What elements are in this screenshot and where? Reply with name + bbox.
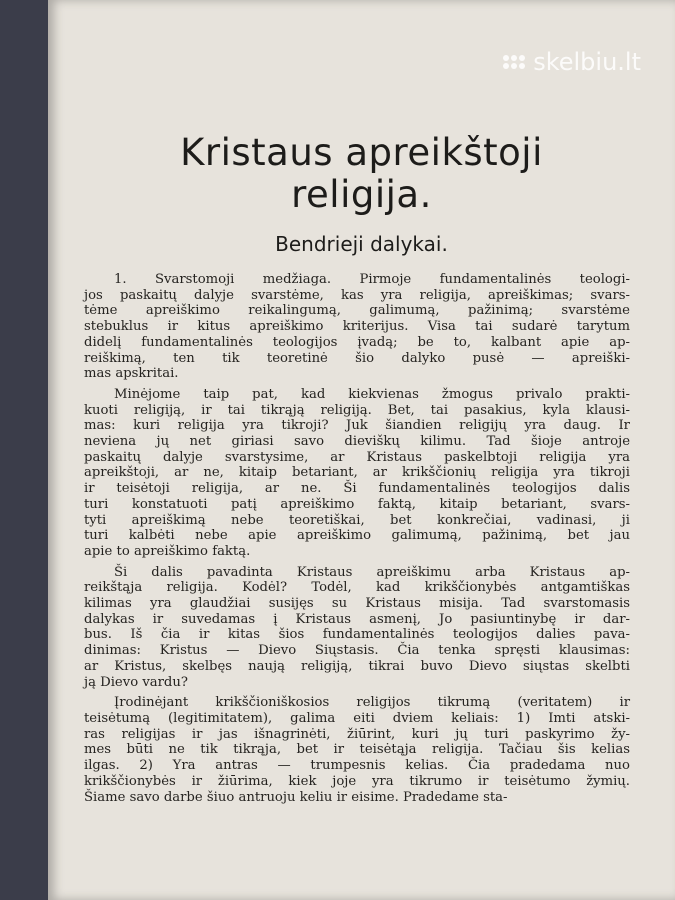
text-line: mes būti ne tik tikrąja, bet ir teisėtąja religija. Tačiau šis kelias: [84, 742, 630, 758]
text-line: paskaitų dalyje svarstysime, ar Kristaus paskelbtoji religija yra: [84, 449, 630, 465]
text-line: neviena jų net giriasi savo dieviškų kilimu. Tad šioje antroje: [84, 434, 630, 450]
text-line: kuoti religiją, ir tai tikrąją religiją. Bet, tai pasakius, kyla klausi-: [84, 402, 630, 418]
text-line: bus. Iš čia ir kitas šios fundamentalinės teologijos dalies pava-: [84, 627, 630, 643]
body-text: [84, 272, 630, 805]
text-line: apreikštoji, ar ne, kitaip betariant, ar krikščionių religija yra tikroji: [84, 465, 630, 481]
paragraph: [84, 387, 630, 560]
text-line: Ši dalis pavadinta Kristaus apreiškimu arba Kristaus ap-: [114, 564, 630, 580]
text-line: ras religijas ir jas išnagrinėti, žiūrint, kuri jų turi paskyrimo žy-: [84, 726, 630, 742]
text-line: tėme apreiškimo reikalingumą, galimumą, pažinimą; svarstėme: [84, 303, 630, 319]
paragraph: [84, 695, 630, 805]
text-line: mas apskritai.: [84, 366, 179, 382]
watermark: [503, 48, 641, 76]
text-line: Įrodinėjant krikščioniškosios religijos tikrumą (veritatem) ir: [114, 695, 630, 711]
text-line: reiškimą, ten tik teoretinė šio dalyko pusė — apreiški-: [84, 350, 630, 366]
text-line: Šiame savo darbe šiuo antruoju keliu ir eisime. Pradedame sta-: [84, 789, 508, 805]
text-line: jos paskaitų dalyje svarstėme, kas yra religija, apreiškimas; svars-: [84, 287, 630, 303]
chapter-title-line-1: Kristaus apreikštoji: [180, 131, 543, 174]
text-line: didelį fundamentalinės teologijos įvadą; be to, kalbant apie ap-: [84, 334, 630, 350]
text-line: 1. Svarstomoji medžiaga. Pirmoje fundamentalinės teologi-: [114, 272, 630, 287]
dots-logo-icon: [503, 55, 525, 69]
text-line: ir teisėtoji religija, ar ne. Ši fundamentalinės teologijos dalis: [84, 481, 630, 497]
paragraph: [84, 565, 630, 691]
text-line: kilimas yra glaudžiai susijęs su Kristaus misija. Tad svarstomasis: [84, 596, 630, 612]
text-line: stebuklus ir kitus apreiškimo kriterijus. Visa tai sudarė tarytum: [84, 319, 630, 335]
text-line: mas: kuri religija yra tikroji? Juk šiandien religijų yra daug. Ir: [84, 418, 630, 434]
text-line: ilgas. 2) Yra antras — trumpesnis kelias. Čia pradedama nuo: [84, 758, 630, 774]
chapter-title-line-2: religija.: [291, 173, 432, 216]
text-line: reikštąja religija. Kodėl? Todėl, kad krikščionybės antgamtiškas: [84, 580, 630, 596]
text-line: ar Kristus, skelbęs naują religiją, tikrai buvo Dievo siųstas skelbti: [84, 658, 630, 674]
paragraph: [84, 272, 630, 382]
text-line: dalykas ir suvedamas į Kristaus asmenį, Jo pasiuntinybę ir dar-: [84, 611, 630, 627]
book-page: [48, 0, 675, 900]
text-line: turi kalbėti nebe apie apreiškimo galimumą, pažinimą, bet jau: [84, 528, 630, 544]
text-line: turi konstatuoti patį apreiškimo faktą, kitaip betariant, svars-: [84, 496, 630, 512]
text-line: Minėjome taip pat, kad kiekvienas žmogus privalo prakti-: [114, 386, 630, 402]
text-line: teisėtumą (legitimitatem), galima eiti dviem keliais: 1) Imti atski-: [84, 710, 630, 726]
watermark-brand: skelbiu.lt: [533, 48, 641, 76]
chapter-title: [48, 132, 675, 216]
text-line: ją Dievo vardu?: [84, 674, 188, 690]
section-subtitle: Bendrieji dalykai.: [275, 232, 448, 256]
text-line: tyti apreiškimą nebe teoretiškai, bet konkrečiai, vadinasi, ji: [84, 512, 630, 528]
text-line: krikščionybės ir žiūrima, kiek joje yra tikrumo ir teisėtumo žymių.: [84, 773, 630, 789]
text-line: dinimas: Kristus — Dievo Siųstasis. Čia tenka spręsti klausimas:: [84, 643, 630, 659]
text-line: apie to apreiškimo faktą.: [84, 543, 251, 559]
